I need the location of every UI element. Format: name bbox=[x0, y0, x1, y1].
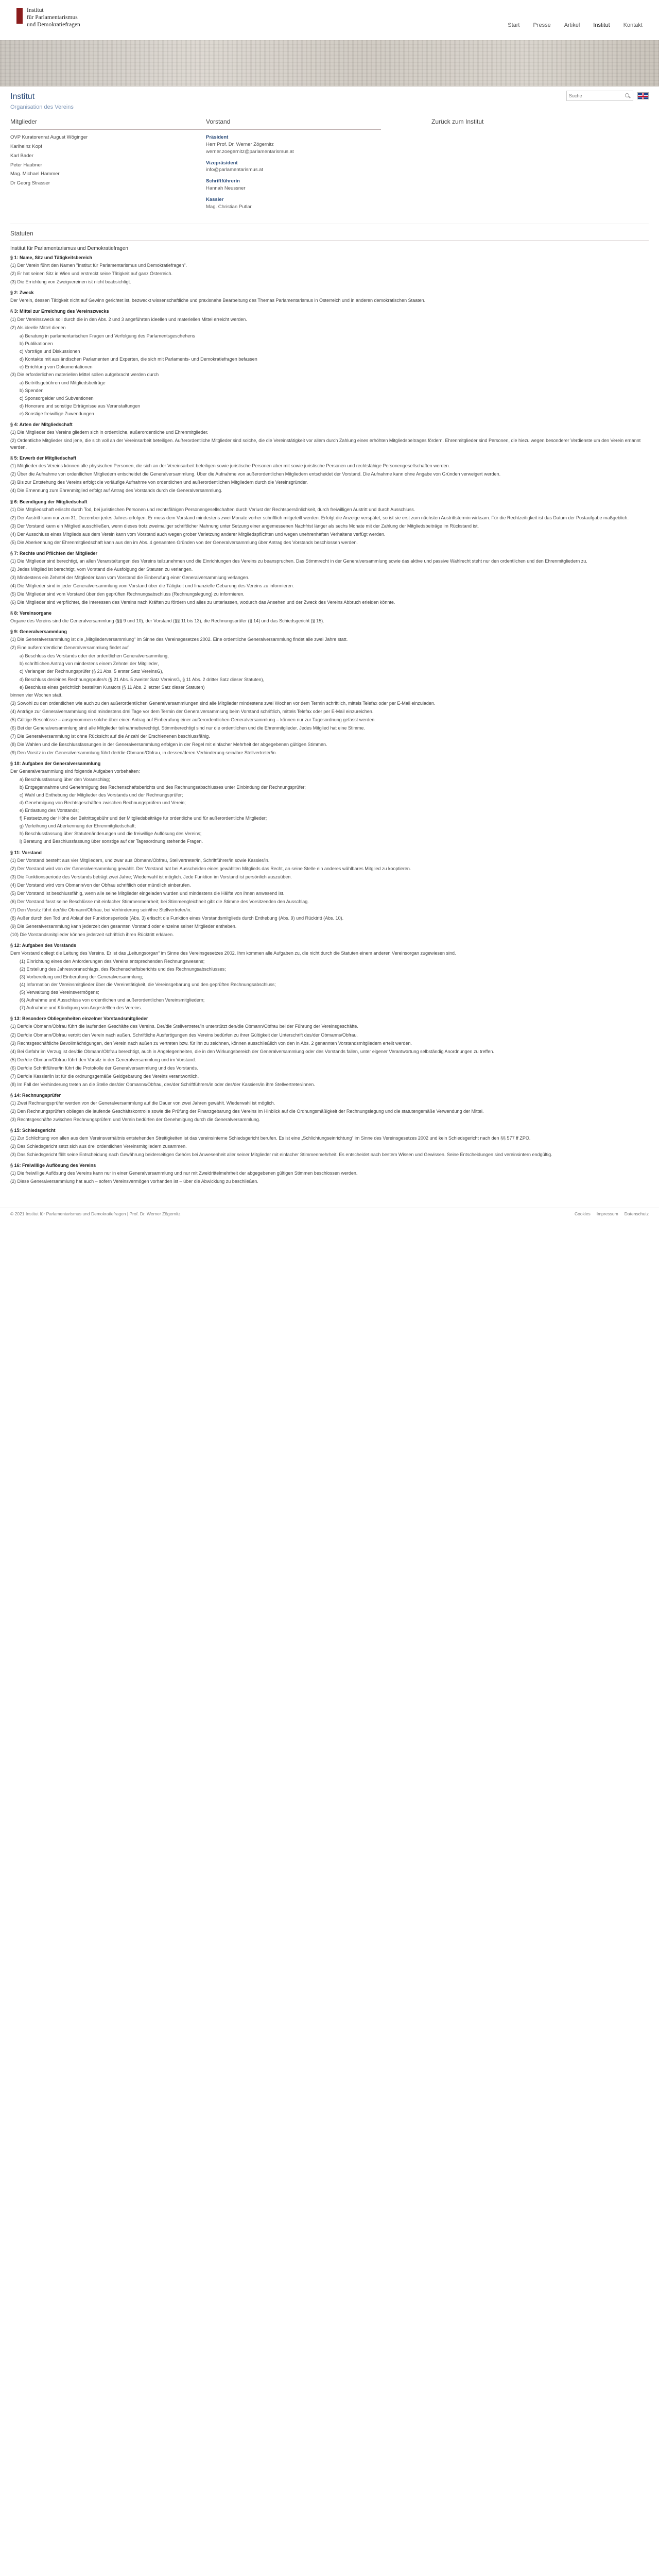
statute-paragraph: (3) Rechtsgeschäfte zwischen Rechnungsprüfern und Verein bedürfen der Genehmigung durch die Generalversammlung. bbox=[10, 1117, 261, 1122]
statute-list-item: (4) Information der Vereinsmitglieder über die Vereinstätigkeit, die Vereinsgebarung und den geprüften Rechnungsabschluss; bbox=[20, 982, 276, 988]
statute-section bbox=[10, 1127, 649, 1158]
board-group-vice bbox=[206, 160, 381, 174]
member-item: Dr Georg Strasser bbox=[10, 180, 50, 187]
statute-paragraph: (1) Die Mitglieder sind berechtigt, an allen Veranstaltungen des Vereins teilzunehmen und die Einrichtungen des Vereins zu beanspruchen. Das Stimmrecht in der Generalversammlung sowie das aktive und passive Wahlrecht steht nur den ordentlichen und den Ehrenmitgliedern zu. bbox=[10, 558, 587, 564]
statute-section-title: § 6: Beendigung der Mitgliedschaft bbox=[10, 499, 88, 504]
statute-list-item: (5) Verwaltung des Vereinsvermögens; bbox=[20, 990, 99, 995]
statute-section-title: § 3: Mittel zur Erreichung des Vereinszwecks bbox=[10, 309, 109, 314]
statute-section bbox=[10, 255, 649, 285]
statute-list-item: i) Beratung und Beschlussfassung über sonstige auf der Tagesordnung stehende Fragen. bbox=[20, 839, 203, 844]
statute-paragraph: (3) Sowohl zu den ordentlichen wie auch zu den außerordentlichen Generalversammlungen sind alle Mitglieder mindestens zwei Wochen vor dem Termin schriftlich, mittels Telefax oder per E-Mail einzuladen. bbox=[10, 700, 436, 706]
statute-section-title: § 2: Zweck bbox=[10, 290, 34, 296]
page-title: Institut bbox=[10, 92, 35, 101]
member-item: OVP Kuratorenrat August Wöginger bbox=[10, 134, 88, 141]
statute-section bbox=[10, 290, 649, 304]
statute-paragraph: (6) Die Mitglieder sind verpflichtet, die Interessen des Vereins nach Kräften zu fördern und alles zu unterlassen, wodurch das Ansehen und der Zweck des Vereins Abbruch erleiden könnte. bbox=[10, 600, 395, 605]
statute-paragraph: (2) Der Austritt kann nur zum 31. Dezember jedes Jahres erfolgen. Er muss dem Vorstand mindestens zwei Monate vorher schriftlich mitgeteilt werden. Erfolgt die Anzeige verspätet, so ist sie erst zum nächsten Austrittstermin wirksam. Für die Rechtzeitigkeit ist das Datum der Postaufgabe maßgeblich. bbox=[10, 515, 629, 520]
page-subtitle: Organisation des Vereins bbox=[10, 104, 74, 111]
statute-paragraph: (8) Die Wahlen und die Beschlussfassungen in der Generalversammlung erfolgen in der Regel mit einfacher Mehrheit der abgegebenen gültigen Stimmen. bbox=[10, 741, 327, 747]
statute-list-item: (2) Erstellung des Jahresvoranschlags, des Rechenschaftsberichts und des Rechnungsabschlusses; bbox=[20, 967, 226, 972]
statute-section bbox=[10, 629, 649, 756]
statute-list-item: e) Errichtung von Dokumentationen bbox=[20, 364, 93, 369]
statute-section-title: § 15: Schiedsgericht bbox=[10, 1128, 56, 1133]
statute-paragraph: (3) Mindestens ein Zehntel der Mitglieder kann vom Vorstand die Einberufung einer Generalversammlung verlangen. bbox=[10, 574, 250, 580]
statute-paragraph: (1) Der Vorstand besteht aus vier Mitgliedern, und zwar aus Obmann/Obfrau, Stellvertreter/in, Schriftführer/in sowie Kassier/in. bbox=[10, 857, 270, 863]
statutes-doc-title: Institut für Parlamentarismus und Demokratiefragen bbox=[10, 245, 128, 251]
statute-paragraph: (1) Mitglieder des Vereins können alle physischen Personen, die sich an der Vereinsarbeit beteiligen sowie juristische Personen aber mit sowie juristische Personen und rechtsfähige Personengesellschaften werden. bbox=[10, 463, 450, 469]
statute-paragraph: binnen vier Wochen statt. bbox=[10, 692, 63, 698]
nav-item-artikel[interactable]: Artikel bbox=[564, 22, 580, 28]
statute-paragraph: (3) Rechtsgeschäftliche Bevollmächtigungen, den Verein nach außen zu vertreten bzw. für ihn zu zeichnen, können ausschließlich von den in Abs. 2 genannten Vorstandsmitgliedern erteilt werden. bbox=[10, 1040, 412, 1046]
statute-list-item: g) Verleihung und Aberkennung der Ehrenmitgliedschaft; bbox=[20, 823, 136, 829]
board-email-link[interactable]: info@parlamentarismus.at bbox=[206, 167, 264, 173]
statute-paragraph: (6) Bei der Generalversammlung sind alle Mitglieder teilnahmeberechtigt. Stimmberechtigt sind nur die ordentlichen und die Ehrenmitglieder. Jedes Mitglied hat eine Stimme. bbox=[10, 725, 365, 731]
member-item: Mag. Michael Hammer bbox=[10, 171, 60, 177]
statute-paragraph: (2) Das Schiedsgericht setzt sich aus drei ordentlichen Vereinsmitgliedern zusammen. bbox=[10, 1144, 187, 1149]
statute-paragraph: (3) Die erforderlichen materiellen Mittel sollen aufgebracht werden durch bbox=[10, 371, 159, 377]
statute-section-title: § 12: Aufgaben des Vorstands bbox=[10, 943, 77, 948]
statute-paragraph: (9) Die Generalversammlung kann jederzeit den gesamten Vorstand oder einzelne seiner Mitglieder entheben. bbox=[10, 923, 237, 929]
board-line: Mag. Christian Putlar bbox=[206, 204, 252, 210]
statute-paragraph: (5) Die Mitglieder sind vom Vorstand über den geprüften Rechnungsabschluss (Rechnungslegung) zu informieren. bbox=[10, 591, 245, 597]
statute-section bbox=[10, 610, 649, 624]
statute-paragraph: (2) Als ideelle Mittel dienen bbox=[10, 325, 66, 330]
members-column bbox=[10, 117, 206, 214]
statute-list-item: b) schriftlichen Antrag von mindestens einem Zehntel der Mitglieder, bbox=[20, 661, 159, 667]
board-group-president bbox=[206, 134, 381, 155]
statute-paragraph: (10) Die Vorstandsmitglieder können jederzeit schriftlich ihren Rücktritt erklären. bbox=[10, 931, 174, 937]
statute-paragraph: (2) Ordentliche Mitglieder sind jene, die sich voll an der Vereinsarbeit beteiligen. Außerordentliche Mitglieder sind solche, die die Vereinstätigkeit vor allem durch Zahlung eines erhöhten Mitgliedsbeitrages fördern. Ehrenmitglieder sind Personen, die hiezu wegen besonderer Verdienste um den Verein ernannt werden. bbox=[10, 438, 641, 450]
statute-section bbox=[10, 455, 649, 494]
statute-list-item: d) Beschluss der/eines Rechnungsprüfer/s (§ 21 Abs. 5 zweiter Satz VereinsG, § 11 Abs. 2 dritter Satz dieser Statuten), bbox=[20, 676, 265, 682]
statute-paragraph: (2) Jedes Mitglied ist berechtigt, vom Vorstand die Ausfolgung der Statuten zu verlangen. bbox=[10, 566, 193, 572]
statute-paragraph: (7) Den Vorsitz führt der/die Obmann/Obfrau, bei Verhinderung sein/ihre Stellvertreter/in. bbox=[10, 907, 192, 912]
statute-list-item: h) Beschlussfassung über Statutenänderungen und die freiwillige Auflösung des Vereins; bbox=[20, 831, 202, 837]
statute-list-item: a) Beschlussfassung über den Voranschlag; bbox=[20, 777, 110, 783]
statute-list-item: e) Entlastung des Vorstands; bbox=[20, 808, 79, 814]
statute-paragraph: Der Verein, dessen Tätigkeit nicht auf Gewinn gerichtet ist, bezweckt wissenschaftliche und praxisnahe Bearbeitung des Themas Parlamentarismus in Österreich und in anderen demokratischen Staaten. bbox=[10, 298, 426, 303]
board-heading: Vorstand bbox=[206, 118, 231, 125]
statute-list-item: a) Beitrittsgebühren und Mitgliedsbeiträge bbox=[20, 380, 106, 385]
statute-section bbox=[10, 850, 649, 939]
nav-item-kontakt[interactable]: Kontakt bbox=[623, 22, 643, 28]
logo-text bbox=[27, 7, 80, 28]
search-box bbox=[566, 91, 633, 101]
board-role: Präsident bbox=[206, 134, 229, 141]
statutes-heading: Statuten bbox=[10, 230, 33, 238]
statute-paragraph: (8) Außer durch den Tod und Ablauf der Funktionsperiode (Abs. 3) erlischt die Funktion eines Vorstandsmitglieds durch Enthebung (Abs. 9) und Rücktritt (Abs. 10). bbox=[10, 915, 344, 921]
statute-paragraph: (8) Im Fall der Verhinderung treten an die Stelle des/der Obmanns/Obfrau, des/der Schriftführers/in oder des/der Kassiers/in ihre Stellvertreter/innen. bbox=[10, 1081, 315, 1087]
search-input[interactable] bbox=[569, 93, 620, 98]
statute-section bbox=[10, 421, 649, 451]
statute-section-title: § 5: Erwerb der Mitgliedschaft bbox=[10, 455, 77, 461]
statute-paragraph: (4) Anträge zur Generalversammlung sind mindestens drei Tage vor dem Termin der Generalversammlung beim Vorstand schriftlich, mittels Telefax oder per E-Mail einzureichen. bbox=[10, 708, 374, 714]
statute-paragraph: (1) Der Verein führt den Namen "Institut für Parlamentarismus und Demokratiefragen". bbox=[10, 263, 187, 268]
site-logo[interactable] bbox=[16, 7, 80, 28]
statute-list-item: b) Entgegennahme und Genehmigung des Rechenschaftsberichts und des Rechnungsabschlusses unter Einbindung der Rechnungsprüfer; bbox=[20, 785, 306, 790]
statute-paragraph: (7) Die Generalversammlung ist ohne Rücksicht auf die Anzahl der Erschienenen beschlussfähig. bbox=[10, 733, 210, 739]
member-item: Peter Haubner bbox=[10, 162, 42, 168]
statute-section-title: § 10: Aufgaben der Generalversammlung bbox=[10, 760, 101, 766]
organisation-columns bbox=[10, 117, 649, 224]
board-group-treasurer bbox=[206, 196, 381, 211]
statute-section bbox=[10, 760, 649, 845]
statute-paragraph: (4) Der Ausschluss eines Mitglieds aus dem Verein kann vom Vorstand auch wegen grober Verletzung anderer Mitgliedspflichten und wegen unehrenhaften Verhaltens verfügt werden. bbox=[10, 531, 386, 537]
statute-paragraph: (3) Bis zur Entstehung des Vereins erfolgt die vorläufige Aufnahme von ordentlichen und außerordentlichen Mitgliedern durch die Vereinsgründer. bbox=[10, 480, 308, 485]
statute-paragraph: (2) Er hat seinen Sitz in Wien und erstreckt seine Tätigkeit auf ganz Österreich. bbox=[10, 271, 172, 277]
statute-paragraph: (1) Die Mitglieder des Vereins gliedern sich in ordentliche, außerordentliche und Ehrenmitglieder. bbox=[10, 430, 209, 435]
statute-paragraph: (9) Den Vorsitz in der Generalversammlung führt der/die Obmann/Obfrau, in dessen/deren Verhinderung sein/ihre Stellvertreter/in. bbox=[10, 750, 277, 755]
logo-line-3: und Demokratiefragen bbox=[27, 21, 80, 28]
statute-paragraph: (2) Diese Generalversammlung hat auch – sofern Vereinsvermögen vorhanden ist – über die Abwicklung zu beschließen. bbox=[10, 1179, 258, 1184]
statute-paragraph: (3) Die Errichtung von Zweigvereinen ist nicht beabsichtigt. bbox=[10, 279, 131, 285]
statute-paragraph: (1) Der/die Obmann/Obfrau führt die laufenden Geschäfte des Vereins. Der/die Stellvertreter/in unterstützt den/die Obmann/Obfrau bei der Führung der Vereinsgeschäfte. bbox=[10, 1024, 358, 1029]
statute-paragraph: Dem Vorstand obliegt die Leitung des Vereins. Er ist das „Leitungsorgan“ im Sinne des Vereinsgesetzes 2002. Ihm kommen alle Aufgaben zu, die nicht durch die Statuten einem anderen Vereinsorgan zugewiesen sind. bbox=[10, 951, 456, 956]
member-item: Karlheinz Kopf bbox=[10, 144, 42, 150]
statute-paragraph: (2) Den Rechnungsprüfern obliegen die laufende Geschäftskontrolle sowie die Prüfung der Finanzgebarung des Vereins im Hinblick auf die Ordnungsmäßigkeit der Rechnungslegung und die statutengemäße Verwendung der Mittel. bbox=[10, 1108, 484, 1114]
statute-paragraph: (2) Eine außerordentliche Generalversammlung findet auf bbox=[10, 645, 129, 651]
statute-paragraph: (2) Über die Aufnahme von ordentlichen Mitgliedern entscheidet die Generalversammlung. Über die Aufnahme von außerordentlichen Mitgliedern entscheidet der Vorstand. Die Aufnahme kann ohne Angabe von Gründen verweigert werden. bbox=[10, 471, 501, 477]
footer-links bbox=[575, 1211, 649, 1217]
statute-section-title: § 16: Freiwillige Auflösung des Vereins bbox=[10, 1163, 96, 1168]
statutes-body bbox=[10, 255, 649, 1185]
statute-paragraph: (1) Zwei Rechnungsprüfer werden von der Generalversammlung auf die Dauer von zwei Jahren gewählt. Wiederwahl ist möglich. bbox=[10, 1100, 275, 1106]
logo-line-1: Institut bbox=[27, 7, 44, 13]
back-to-institute-link[interactable]: Zurück zum Institut bbox=[431, 118, 484, 125]
statute-list-item: a) Beratung in parlamentarischen Fragen und Verfolgung des Parlamentsgeschehens bbox=[20, 333, 195, 338]
statute-paragraph: Organe des Vereins sind die Generalversammlung (§§ 9 und 10), der Vorstand (§§ 11 bis 13), die Rechnungsprüfer (§ 14) und das Schiedsgericht (§ 15). bbox=[10, 618, 324, 624]
statute-section-title: § 1: Name, Sitz und Tätigkeitsbereich bbox=[10, 255, 93, 261]
board-group-secretary bbox=[206, 178, 381, 192]
statute-list-item: e) Beschluss eines gerichtlich bestellten Kurators (§ 11 Abs. 2 letzter Satz dieser Statuten) bbox=[20, 684, 205, 690]
statute-list-item: e) Sonstige freiwillige Zuwendungen bbox=[20, 411, 94, 417]
statute-section-title: § 7: Rechte und Pflichten der Mitglieder bbox=[10, 550, 98, 556]
statute-paragraph: (5) Die Aberkennung der Ehrenmitgliedschaft kann aus den im Abs. 4 genannten Gründen von der Generalversammlung über Antrag des Vorstands beschlossen werden. bbox=[10, 539, 358, 545]
statute-section bbox=[10, 550, 649, 606]
footer-copyright: © 2021 Institut für Parlamentarismus und Demokratiefragen | Prof. Dr. Werner Zögernitz bbox=[10, 1211, 181, 1216]
statute-paragraph: (3) Das Schiedsgericht fällt seine Entscheidung nach Gewährung beiderseitigen Gehörs bei Anwesenheit aller seiner Mitglieder mit einfacher Stimmenmehrheit. Es entscheidet nach bestem Wissen und Gewissen. Seine Entscheidungen sind vereinsintern endgültig. bbox=[10, 1152, 552, 1158]
statute-list-item: f) Festsetzung der Höhe der Beitrittsgebühr und der Mitgliedsbeiträge für ordentliche und für außerordentliche Mitglieder; bbox=[20, 816, 267, 821]
statute-list-item: d) Honorare und sonstige Erträgnisse aus Veranstaltungen bbox=[20, 403, 141, 409]
statute-paragraph: (1) Die Mitgliedschaft erlischt durch Tod, bei juristischen Personen und rechtsfähigen Personengesellschaften durch Verlust der Rechtspersönlichkeit, durch freiwilligen Austritt und durch Ausschluss. bbox=[10, 506, 415, 512]
statute-section bbox=[10, 1162, 649, 1185]
statute-list-item: d) Genehmigung von Rechtsgeschäften zwischen Rechnungsprüfern und Verein; bbox=[20, 800, 186, 806]
board-role: Kassier bbox=[206, 196, 224, 202]
statute-section-title: § 14: Rechnungsprüfer bbox=[10, 1092, 61, 1098]
statute-section-title: § 9: Generalversammlung bbox=[10, 629, 67, 635]
site-footer bbox=[0, 1208, 659, 1219]
statute-section bbox=[10, 308, 649, 417]
statute-section-title: § 8: Vereinsorgane bbox=[10, 611, 52, 616]
statute-paragraph: (6) Der/die Schriftführer/in führt die Protokolle der Generalversammlung und des Vorstands. bbox=[10, 1065, 198, 1071]
statute-paragraph: (5) Gültige Beschlüsse – ausgenommen solche über einen Antrag auf Einberufung einer außerordentlichen Generalversammlung – können nur zur Tagesordnung gefasst werden. bbox=[10, 717, 376, 722]
back-column bbox=[381, 117, 649, 214]
statute-paragraph: (3) Die Funktionsperiode des Vorstands beträgt zwei Jahre; Wiederwahl ist möglich. Jede Funktion im Vorstand ist persönlich auszuüben. bbox=[10, 874, 292, 879]
statute-paragraph: (5) Der Vorstand ist beschlussfähig, wenn alle seine Mitglieder eingeladen wurden und mindestens die Hälfte von ihnen anwesend ist. bbox=[10, 890, 285, 896]
footer-link-cookies[interactable]: Cookies bbox=[574, 1211, 591, 1216]
title-block bbox=[10, 91, 74, 112]
statute-paragraph: (1) Die Generalversammlung ist die „Mitgliederversammlung“ im Sinne des Vereinsgesetzes 2002. Eine ordentliche Generalversammlung findet alle zwei Jahre statt. bbox=[10, 637, 348, 642]
statute-list-item: c) Sponsorgelder und Subventionen bbox=[20, 395, 94, 401]
board-line: Herr Prof. Dr. Werner Zögernitz bbox=[206, 142, 274, 148]
board-email-link[interactable]: werner.zoegernitz@parlamentarismus.at bbox=[206, 148, 294, 155]
nav-item-start[interactable]: Start bbox=[508, 22, 520, 28]
title-tools bbox=[566, 91, 649, 101]
statute-paragraph: (1) Die freiwillige Auflösung des Vereins kann nur in einer Generalversammlung und nur mit Zweidrittelmehrheit der abgegebenen gültigen Stimmen beschlossen werden. bbox=[10, 1171, 358, 1176]
board-column bbox=[206, 117, 381, 214]
statute-section bbox=[10, 499, 649, 546]
header-banner-image bbox=[0, 40, 659, 87]
statute-paragraph: (4) Bei Gefahr im Verzug ist der/die Obmann/Obfrau berechtigt, auch in Angelegenheiten, die in den Wirkungsbereich der Generalversammlung oder des Vorstands fallen, unter eigener Verantwortung selbständig Anordnungen zu treffen. bbox=[10, 1048, 494, 1054]
logo-mark bbox=[16, 8, 23, 24]
footer-link-impressum[interactable]: Impressum bbox=[596, 1211, 618, 1216]
statutes-section bbox=[10, 224, 649, 1208]
statute-paragraph: (2) Der Vorstand wird von der Generalversammlung gewählt. Der Vorstand hat bei Ausscheiden eines gewählten Mitglieds das Recht, an seine Stelle ein anderes wählbares Mitglied zu kooptieren. bbox=[10, 866, 411, 871]
statute-paragraph: (4) Die Mitglieder sind in jeder Generalversammlung vom Vorstand über die Tätigkeit und finanzielle Gebarung des Vereins zu informieren. bbox=[10, 583, 294, 588]
statute-list-item: (3) Vorbereitung und Einberufung der Generalversammlung; bbox=[20, 974, 143, 980]
statute-list-item: c) Wahl und Enthebung der Mitglieder des Vorstands und der Rechnungsprüfer; bbox=[20, 792, 183, 798]
flag-red-vertical bbox=[643, 93, 644, 99]
site-header bbox=[0, 0, 659, 40]
statute-list-item: (1) Einrichtung eines den Anforderungen des Vereins entsprechenden Rechnungswesens; bbox=[20, 959, 205, 964]
statute-list-item: (7) Aufnahme und Kündigung von Angestellten des Vereins. bbox=[20, 1005, 142, 1011]
search-icon[interactable] bbox=[625, 93, 631, 99]
statute-list-item: b) Publikationen bbox=[20, 341, 53, 346]
statute-section-title: § 4: Arten der Mitgliedschaft bbox=[10, 422, 73, 428]
members-list bbox=[10, 134, 206, 187]
logo-line-2: für Parlamentarismus bbox=[27, 14, 78, 21]
statute-paragraph: (7) Der/die Kassier/in ist für die ordnungsgemäße Geldgebarung des Vereins verantwortlich. bbox=[10, 1073, 199, 1079]
main-content bbox=[10, 87, 649, 1208]
statute-paragraph: (4) Der Vorstand wird vom Obmann/von der Obfrau schriftlich oder mündlich einberufen. bbox=[10, 882, 191, 888]
statute-paragraph: (1) Zur Schlichtung von allen aus dem Vereinsverhältnis entstehenden Streitigkeiten ist das vereinsinterne Schiedsgericht berufen. Es ist eine „Schlichtungseinrichtung“ im Sinne des Vereinsgesetzes 2002 und kein Schiedsgericht nach den §§ 577 ff ZPO. bbox=[10, 1136, 531, 1141]
statute-section-title: § 13: Besondere Obliegenheiten einzelner Vorstandsmitglieder bbox=[10, 1016, 148, 1022]
main-nav bbox=[508, 7, 659, 30]
statute-paragraph: (5) Der/die Obmann/Obfrau führt den Vorsitz in der Generalversammlung und im Vorstand. bbox=[10, 1057, 196, 1062]
footer-link-datenschutz[interactable]: Datenschutz bbox=[624, 1211, 649, 1216]
statute-section bbox=[10, 1015, 649, 1088]
statute-section-title: § 11: Vorstand bbox=[10, 850, 42, 855]
statute-list-item: c) Verlangen der Rechnungsprüfer (§ 21 Abs. 5 erster Satz VereinsG), bbox=[20, 669, 164, 674]
uk-flag-icon[interactable] bbox=[637, 92, 649, 99]
statute-list-item: (6) Aufnahme und Ausschluss von ordentlichen und außerordentlichen Vereinsmitgliedern; bbox=[20, 997, 205, 1003]
statute-paragraph: Der Generalversammlung sind folgende Aufgaben vorbehalten: bbox=[10, 769, 140, 774]
statute-paragraph: (6) Der Vorstand fasst seine Beschlüsse mit einfacher Stimmenmehrheit; bei Stimmengleichheit gibt die Stimme des Vorsitzenden den Ausschlag. bbox=[10, 899, 309, 904]
nav-item-presse[interactable]: Presse bbox=[533, 22, 551, 28]
statute-paragraph: (3) Der Vorstand kann ein Mitglied ausschließen, wenn dieses trotz zweimaliger schriftlicher Mahnung unter Setzung einer angemessenen Nachfrist länger als sechs Monate mit der Zahlung der Mitgliedsbeiträge im Rückstand ist. bbox=[10, 523, 479, 529]
statute-section bbox=[10, 1092, 649, 1123]
board-line: Hannah Neussner bbox=[206, 185, 246, 191]
board-divider bbox=[206, 129, 381, 130]
statute-paragraph: (2) Der/die Obmann/Obfrau vertritt den Verein nach außen. Schriftliche Ausfertigungen des Vereins bedürfen zu ihrer Gültigkeit der Unterschrift des/der Obmanns/Obfrau. bbox=[10, 1032, 358, 1038]
statute-paragraph: (1) Der Vereinszweck soll durch die in den Abs. 2 und 3 angeführten ideellen und materiellen Mittel erreicht werden. bbox=[10, 316, 247, 322]
members-heading: Mitglieder bbox=[10, 118, 38, 125]
nav-item-institut[interactable]: Institut bbox=[593, 22, 610, 28]
board-role: Vizepräsident bbox=[206, 160, 238, 166]
statute-list-item: b) Spenden bbox=[20, 387, 44, 393]
title-row bbox=[10, 87, 649, 117]
members-divider bbox=[10, 129, 206, 130]
statute-list-item: a) Beschluss des Vorstands oder der ordentlichen Generalversammlung, bbox=[20, 653, 169, 659]
board-role: Schriftführerin bbox=[206, 178, 240, 184]
statute-list-item: d) Kontakte mit ausländischen Parlamenten und Experten, die sich mit Parlaments- und Demokratiefragen befassen bbox=[20, 356, 257, 362]
statute-paragraph: (4) Die Ernennung zum Ehrenmitglied erfolgt auf Antrag des Vorstands durch die Generalversammlung. bbox=[10, 488, 222, 494]
statute-list-item: c) Vorträge und Diskussionen bbox=[20, 348, 80, 354]
statute-section bbox=[10, 942, 649, 1011]
member-item: Karl Bader bbox=[10, 152, 33, 159]
